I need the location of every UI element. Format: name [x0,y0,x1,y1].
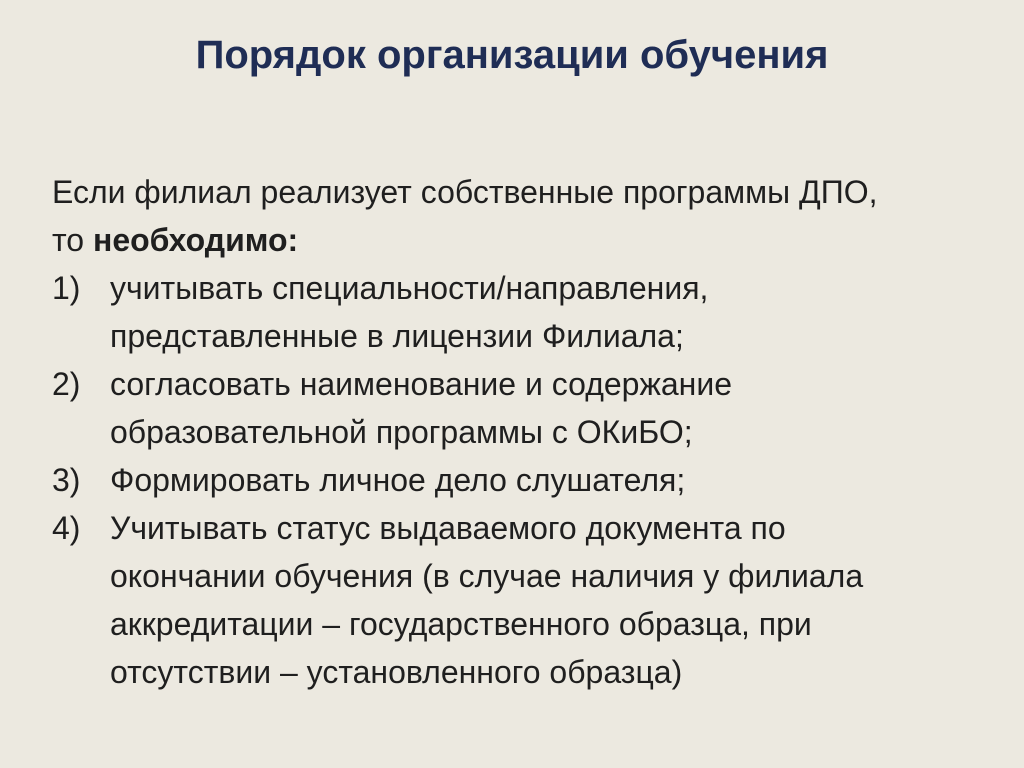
list-item-number: 1) [52,270,81,306]
list-item-line: отсутствии – установленного образца) [110,654,683,690]
list-item-line: окончании обучения (в случае наличия у филиала [110,558,864,594]
list-item-line: учитывать специальности/направления, [110,270,709,306]
list-item [52,456,992,504]
list-item-text [110,264,992,360]
list-item-text [110,456,992,504]
list-item-number: 2) [52,366,81,402]
slide-title: Порядок организации обучения [195,33,829,77]
list-item-line: согласовать наименование и содержание [110,366,733,402]
list-item [52,264,992,360]
list-item-line: образовательной программы с ОКиБО; [110,414,693,450]
list-item-line: представленные в лицензии Филиала; [110,318,684,354]
intro-prefix: то [52,222,93,258]
list-item-line: Формировать личное дело слушателя; [110,462,686,498]
requirements-list [52,264,992,696]
list-item-line: аккредитации – государственного образца, при [110,606,812,642]
list-item-line: Учитывать статус выдаваемого документа по [110,510,786,546]
intro-emphasis: необходимо: [92,222,299,258]
list-item-number: 4) [52,510,81,546]
list-item-text [110,360,992,456]
slide-body [52,168,992,696]
list-item [52,360,992,456]
list-item-number: 3) [52,462,81,498]
list-item-text [110,504,992,696]
intro-line-1: Если филиал реализует собственные программы ДПО, [52,174,878,210]
list-item [52,504,992,696]
intro-line-2 [52,216,992,264]
